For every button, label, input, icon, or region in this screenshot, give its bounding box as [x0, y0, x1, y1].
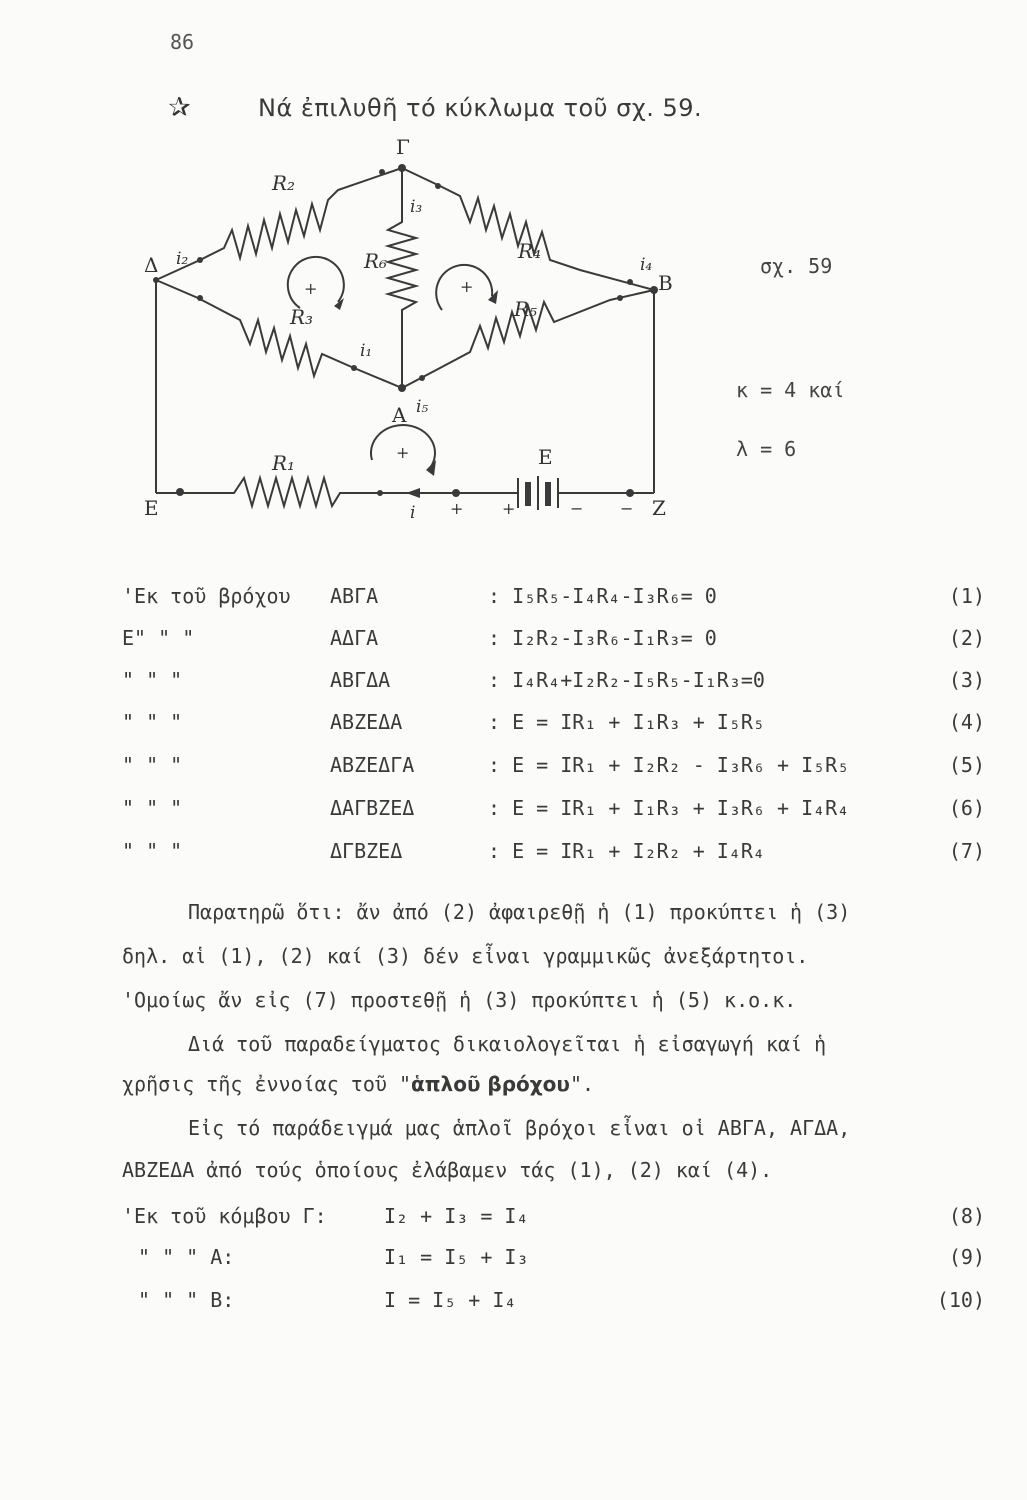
paragraph-line: Εἰς τό παράδειγμά μας ἁπλοῖ βρόχοι εἶναι οἱ ΑΒΓΑ, ΑΓΔΑ,: [188, 1116, 851, 1140]
battery-plus-1: +: [450, 499, 464, 518]
label-i3: i₃: [410, 197, 423, 217]
paragraph-line: δηλ. αἱ (1), (2) καί (3) δέν εἶναι γραμμικῶς ἀνεξάρτητοι.: [122, 944, 809, 968]
equation-row: 'Εκ τοῦ βρόχου ΑΒΓΑ : I₅R₅-I₄R₄-I₃R₆= 0 (1): [122, 584, 985, 608]
label-r3: R₃: [290, 305, 314, 329]
label-r6: R₆: [364, 249, 388, 273]
page-number: 86: [170, 30, 195, 54]
label-e: E: [144, 496, 159, 520]
junction-bottom: [377, 490, 383, 496]
label-i4: i₄: [640, 255, 653, 275]
battery-minus-2: −: [620, 499, 634, 518]
label-gamma: Γ: [396, 135, 410, 159]
label-r1: R₁: [272, 451, 296, 475]
node-b: [650, 286, 658, 294]
equation-row: " " " ΑΒΖΕΔΓΑ : E = IR₁ + I₂R₂ - I₃R₆ + I₅R₅ (5): [122, 753, 985, 777]
battery-plus-2: +: [502, 499, 516, 518]
node-equation-row: " " " A: I₁ = I₅ + I₃ (9): [138, 1245, 985, 1269]
lambda-line: λ = 6: [736, 437, 797, 461]
label-r2: R₂: [272, 171, 296, 195]
battery-minus-1: −: [570, 499, 584, 518]
label-i5: i₅: [416, 397, 429, 417]
label-emf: E: [538, 445, 553, 469]
term-simple-loop: ἁπλοῦ βρόχου: [410, 1072, 570, 1096]
junction-plus: [452, 489, 460, 497]
label-r4: R₄: [518, 239, 542, 263]
paragraph-line: χρῆσις τῆς ἐννοίας τοῦ "ἁπλοῦ βρόχου".: [122, 1072, 595, 1096]
label-i2: i₂: [176, 249, 189, 269]
label-i1: i₁: [360, 341, 373, 361]
mesh-plus-right: +: [460, 277, 474, 296]
node-e: [176, 488, 184, 496]
mesh-plus-bottom: +: [396, 443, 410, 462]
figure-caption: σχ. 59: [760, 254, 833, 278]
node-delta: [153, 277, 159, 283]
node-equation-row: 'Εκ τοῦ κόμβου Γ: I₂ + I₃ = I₄ (8): [122, 1204, 985, 1228]
equation-row: " " " ΑΒΖΕΔΑ : E = IR₁ + I₁R₃ + I₅R₅ (4): [122, 710, 985, 734]
paragraph-line: Διά τοῦ παραδείγματος δικαιολογεῖται ἡ εἰσαγωγή καί ἡ: [188, 1032, 827, 1056]
node-gamma: [398, 164, 406, 172]
label-a: A: [392, 403, 407, 427]
label-i: i: [410, 503, 416, 523]
node-equation-row: " " " B: I = I₅ + I₄ (10): [138, 1288, 985, 1312]
resistor-r3: [156, 280, 402, 388]
node-a: [398, 384, 406, 392]
mesh-plus-left: +: [304, 279, 318, 298]
node-z: [626, 489, 634, 497]
star-icon: ✰: [168, 81, 191, 125]
label-b: B: [658, 271, 673, 295]
current-arrow: [406, 488, 420, 498]
label-r5: R₅: [514, 297, 538, 321]
equation-row: E" " " ΑΔΓΑ : I₂R₂-I₃R₆-I₁R₃= 0 (2): [122, 626, 985, 650]
equation-row: " " " ΔΑΓΒΖΕΔ : E = IR₁ + I₁R₃ + I₃R₆ + I₄R₄ (6): [122, 796, 985, 820]
label-z: Z: [652, 496, 666, 520]
circuit-diagram: [140, 130, 700, 530]
label-delta: Δ: [144, 253, 159, 277]
kappa-line: κ = 4 καί: [736, 378, 845, 402]
equation-row: " " " ΔΓΒΖΕΔ : E = IR₁ + I₂R₂ + I₄R₄ (7): [122, 839, 985, 863]
paragraph-line: ΑΒΖΕΔΑ ἀπό τούς ὁποίους ἐλάβαμεν τάς (1), (2) καί (4).: [122, 1158, 773, 1182]
paragraph-line: Παρατηρῶ ὅτι: ἄν ἀπό (2) ἀφαιρεθῇ ἡ (1) προκύπτει ἡ (3): [188, 900, 851, 924]
problem-title: Νά ἐπιλυθῆ τό κύκλωμα τοῦ σχ. 59.: [258, 94, 703, 122]
paragraph-line: 'Ομοίως ἄν εἰς (7) προστεθῇ ἡ (3) προκύπτει ἡ (5) κ.ο.κ.: [122, 988, 797, 1012]
arrowhead-bottom: [426, 460, 436, 476]
equation-row: " " " ΑΒΓΔΑ : I₄R₄+I₂R₂-I₅R₅-I₁R₃=0 (3): [122, 668, 985, 692]
